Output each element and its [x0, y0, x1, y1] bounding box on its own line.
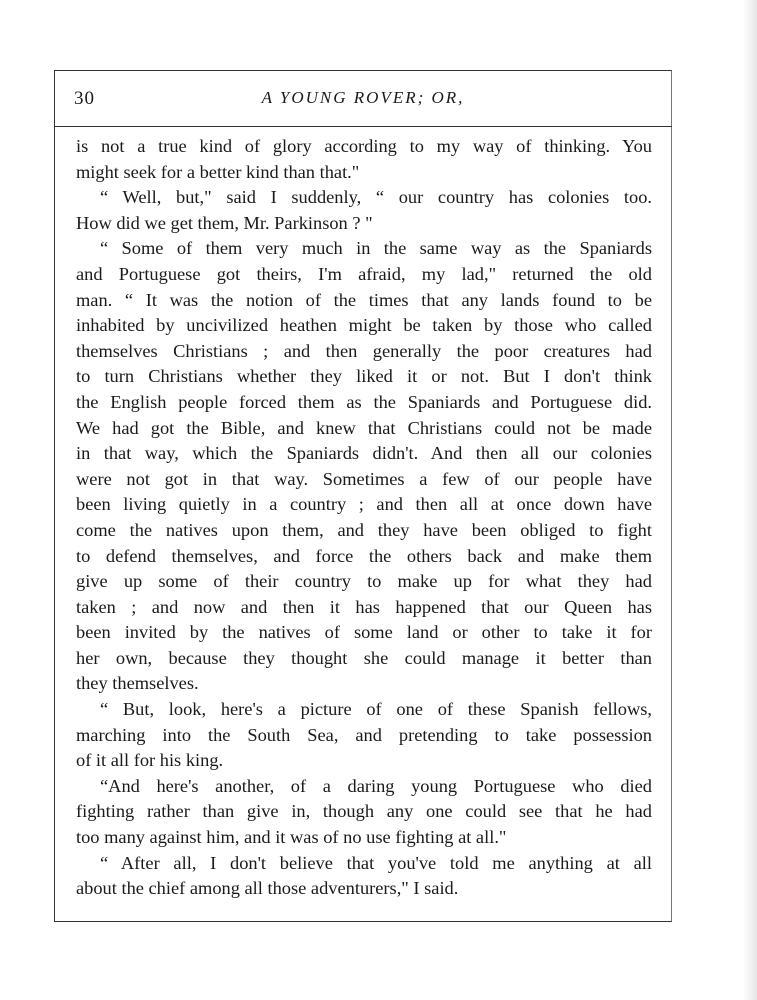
text-line: man. “ It was the notion of the times that any lands found to be: [76, 289, 652, 310]
body-text: [76, 134, 652, 902]
text-line: been invited by the natives of some land or other to take it for: [76, 622, 652, 643]
page-number: 30: [74, 88, 95, 109]
text-line: the English people forced them as the Spaniards and Portuguese did.: [76, 391, 652, 412]
text-line: is not a true kind of glory according to my way of thinking. You: [76, 136, 652, 156]
text-line: to turn Christians whether they liked it or not. But I don't think: [76, 366, 652, 387]
header-rule: [54, 126, 672, 127]
text-line: and Portuguese got theirs, I'm afraid, my lad," returned the old: [76, 263, 652, 284]
text-line: come the natives upon them, and they have been obliged to fight: [76, 519, 652, 540]
text-line: to defend themselves, and force the others back and make them: [76, 545, 652, 566]
text-line: “ After all, I don't believe that you've told me anything at all: [100, 852, 652, 873]
text-line: were not got in that way. Sometimes a few of our people have: [76, 468, 652, 489]
text-line: fighting rather than give in, though any one could see that he had: [76, 801, 652, 822]
text-line: themselves Christians ; and then generally the poor creatures had: [76, 340, 652, 361]
text-line: been living quietly in a country ; and then all at once down have: [76, 494, 652, 515]
text-line: might seek for a better kind than that.": [76, 161, 360, 182]
text-line: “ Some of them very much in the same way as the Spaniards: [100, 238, 652, 259]
text-line: they themselves.: [76, 673, 199, 694]
text-line: too many against him, and it was of no use fighting at all.": [76, 827, 507, 848]
text-line: her own, because they thought she could manage it better than: [76, 647, 652, 668]
text-line: marching into the South Sea, and pretending to take possession: [76, 724, 652, 745]
text-line: “ Well, but," said I suddenly, “ our country has colonies too.: [100, 187, 652, 208]
text-line: “ But, look, here's a picture of one of these Spanish fellows,: [100, 699, 652, 720]
text-line: give up some of their country to make up for what they had: [76, 571, 652, 592]
text-line: We had got the Bible, and knew that Christians could not be made: [76, 417, 652, 438]
running-title: A YOUNG ROVER; OR,: [261, 88, 465, 107]
text-line: about the chief among all those adventurers," I said.: [76, 878, 459, 899]
text-line: taken ; and now and then it has happened that our Queen has: [76, 596, 652, 617]
text-line: How did we get them, Mr. Parkinson ? ": [76, 212, 373, 233]
text-line: of it all for his king.: [76, 750, 224, 771]
text-line: “And here's another, of a daring young Portuguese who died: [100, 775, 652, 796]
text-line: in that way, which the Spaniards didn't. And then all our colonies: [76, 443, 652, 464]
page-edge-shadow: [743, 0, 757, 1000]
text-line: inhabited by uncivilized heathen might be taken by those who called: [76, 315, 652, 336]
